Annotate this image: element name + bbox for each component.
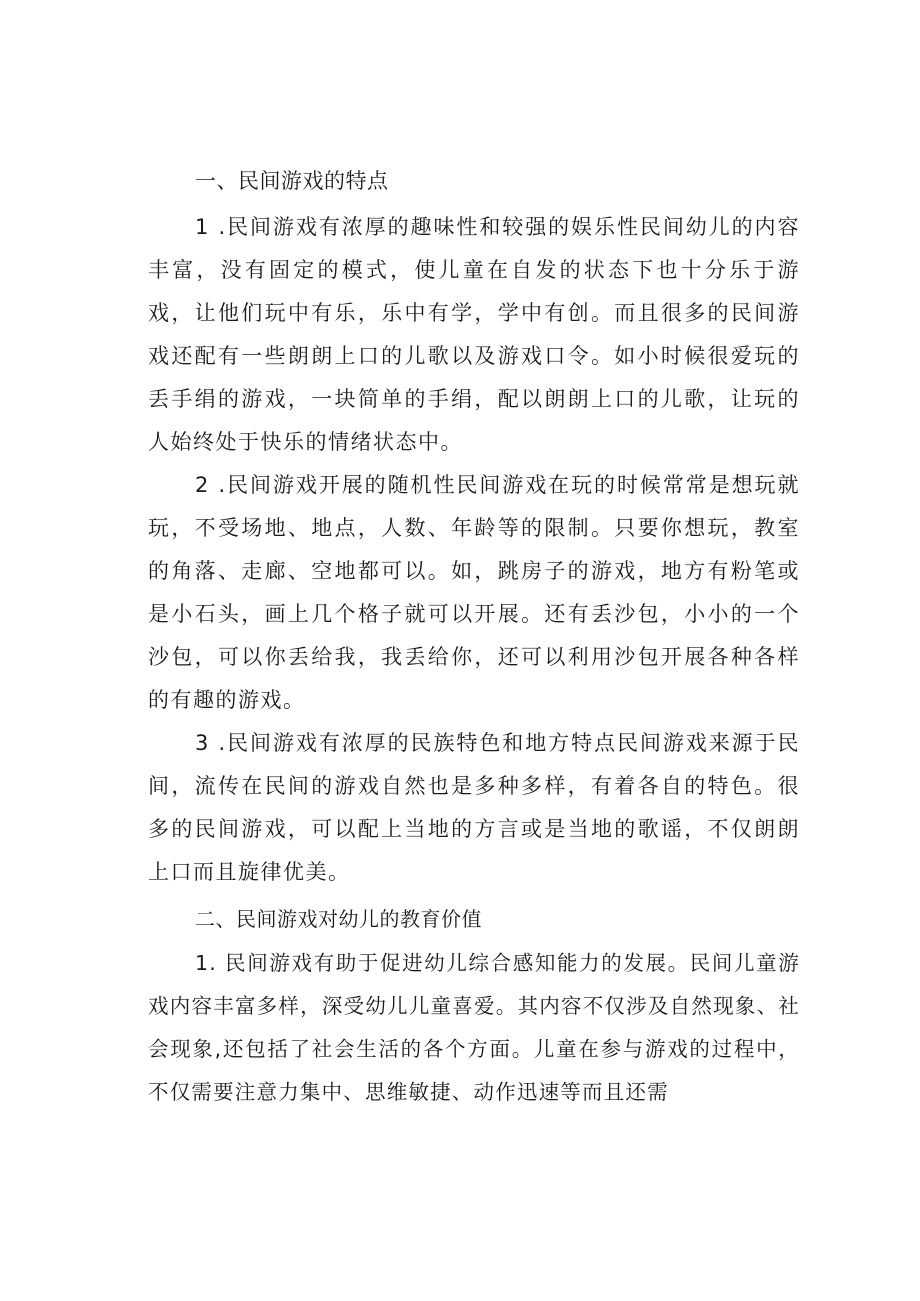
paragraph-3: 3 .民间游戏有浓厚的民族特色和地方特点民间游戏来源于民间，流传在民间的游戏自然也是多种多样，有着各自的特色。很多的民间游戏，可以配上当地的方言或是当地的歌谣，不仅朗朗上口而且旋律优美。 [148, 731, 800, 884]
paragraph-1: 1 .民间游戏有浓厚的趣味性和较强的娱乐性民间幼儿的内容丰富，没有固定的模式，使儿童在自发的状态下也十分乐于游戏，让他们玩中有乐，乐中有学，学中有创。而且很多的民间游戏还配有一些朗朗上口的儿歌以及游戏口令。如小时候很爱玩的丢手绢的游戏，一块简单的手绢，配以朗朗上口的儿歌，让玩的人始终处于快乐的情绪状态中。 [148, 215, 800, 454]
section-heading-2: 二、民间游戏对幼儿的教育价值 [195, 907, 482, 931]
paragraph-2: 2 .民间游戏开展的随机性民间游戏在玩的时候常常是想玩就玩，不受场地、地点，人数、年龄等的限制。只要你想玩，教室的角落、走廊、空地都可以。如，跳房子的游戏，地方有粉笔或是小石头，画上几个格子就可以开展。还有丢沙包，小小的一个沙包，可以你丢给我，我丢给你，还可以利用沙包开展各种各样的有趣的游戏。 [148, 473, 800, 712]
text-column [148, 158, 800, 1114]
section-heading-1: 一、民间游戏的特点 [195, 169, 389, 193]
paragraph-4: 1. 民间游戏有助于促进幼儿综合感知能力的发展。民间儿童游戏内容丰富多样，深受幼儿儿童喜爱。其内容不仅涉及自然现象、社会现象,还包括了社会生活的各个方面。儿童在参与游戏的过程中，不仅需要注意力集中、思维敏捷、动作迅速等而且还需 [148, 951, 800, 1104]
